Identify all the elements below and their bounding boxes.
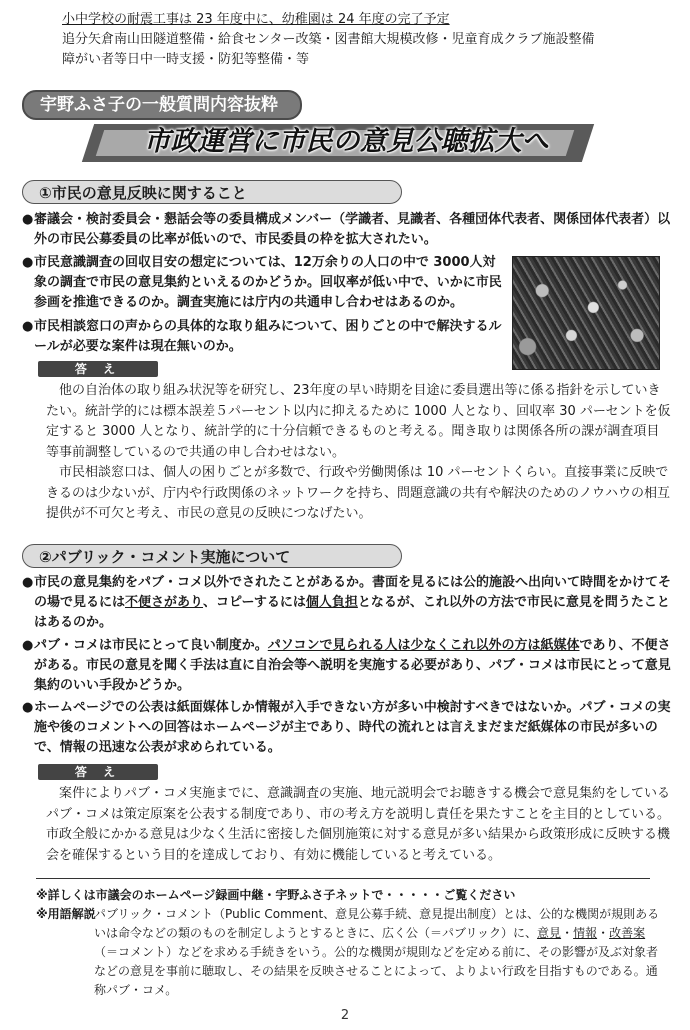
question-1-2	[22, 253, 504, 313]
bullet-icon: ●	[22, 575, 34, 590]
answer-label-1: 答 え	[38, 361, 158, 377]
question-2-2	[22, 636, 672, 696]
flower-photo	[512, 256, 660, 370]
intro-block	[62, 10, 682, 70]
question-1-3	[22, 317, 504, 357]
bullet-icon: ●	[22, 255, 34, 270]
term-body: パブリック・コメント（Public Comment、意見公募手続、意見提出制度）とは、公的な機関が規則あるいは命令などの類のものを制定しようとするときに、広く公（＝パブリック）に、意見・情報・改善案（＝コメント）などを求める手続きをいう。公的な機関が規則などを定める前に、その影響が及ぶ対象者などの意見を事前に聴取し、その結果を反映させることによって、よりよい行政を目指すものである。通称パブ・コメ。	[94, 907, 660, 997]
bullet-icon: ●	[22, 638, 34, 653]
page-number: 2	[340, 1008, 350, 1023]
question-text: ホームページでの公表は紙面媒体しか情報が入手できない方が多い中検討すべきではないか。パブ・コメの実施や後のコメントへの回答はホームページが主であり、時代の流れとは言えまだまだ紙媒体の市民が多いので、情報の迅速な公表が求められている。	[34, 700, 671, 755]
bullet-icon: ●	[22, 212, 34, 227]
answer-1	[46, 381, 672, 525]
bullet-icon: ●	[22, 700, 34, 715]
bullet-icon: ●	[22, 319, 34, 334]
answer-1-paragraph-2: 市民相談窓口は、個人の困りごとが多数で、行政や労働関係は 10 パーセントくらい。直接事業に反映できるのは少ないが、庁内や行政関係のネットワークを持ち、問題意識の共有や解決のためのノウハウの相互提供が不可欠と考え、市民の意見の反映につなげたい。	[46, 465, 671, 521]
intro-line-3: 障がい者等日中一時支援・防犯等整備・等	[62, 52, 310, 67]
question-text: 市民相談窓口の声からの具体的な取り組みについて、困りごとの中で解決するルールが必要な案件は現在無いのか。	[34, 319, 502, 354]
question-text: 審議会・検討委員会・懇話会等の委員構成メンバー（学識者、見識者、各種団体代表者、関係団体代表者）以外の市民公募委員の比率が低いので、市民委員の枠を拡大されたい。	[34, 212, 671, 247]
intro-line-2: 追分矢倉南山田隧道整備・給食センター改築・図書館大規模改修・児童育成クラブ施設整備	[62, 32, 595, 47]
section-2-title: ②パブリック・コメント実施について	[22, 544, 402, 568]
answer-2-paragraph: 案件によりパブ・コメ実施までに、意識調査の実施、地元説明会でお聴きする機会で意見集約をしているパブ・コメは策定原案を公表する制度であり、市の考え方を説明し責任を果たすことを主目的としている。市政全般にかかる意見は少なく生活に密接した個別施策に対する意見が多い結果から政策形成に反映する機会を確保するという目的を達成しており、有効に機能していると考えている。	[46, 786, 671, 863]
headline: 市政運営に市民の意見公聴拡大へ	[143, 126, 549, 157]
detail-note: ※詳しくは市議会のホームページ録画中継・宇野ふさ子ネットで・・・・・ご覧ください	[36, 888, 516, 902]
question-2-1	[22, 573, 672, 633]
notes	[36, 886, 666, 1000]
term-label: ※用語解説	[36, 907, 96, 921]
question-text: 市民意識調査の回収目安の想定については、12万余りの人口の中で 3000人対象の調査で市民の意見集約といえるのかどうか。回収率が低い中で、いかに市民参画を推進できるのか。調査実施には庁内の共通申し合わせはあるのか。	[34, 255, 502, 310]
answer-label-2: 答 え	[38, 764, 158, 780]
question-text: パブ・コメは市民にとって良い制度か。パソコンで見られる人は少なくこれ以外の方は紙媒体であり、不便さがある。市民の意見を聞く手法は直に自治会等へ説明を実施する必要があり、パブ・コメは市民にとって意見集約のいい手段かどうか。	[34, 638, 671, 693]
answer-2	[46, 784, 672, 866]
question-summary-banner: 宇野ふさ子の一般質問内容抜粋	[22, 90, 302, 120]
divider	[36, 878, 650, 879]
term-explanation	[36, 905, 666, 1000]
intro-line-1: 小中学校の耐震工事は 23 年度中に、幼稚園は 24 年度の完了予定	[62, 12, 450, 27]
question-2-3	[22, 698, 672, 758]
answer-1-paragraph-1: 他の自治体の取り組み状況等を研究し、23年度の早い時期を目途に委員選出等に係る指針を示していきたい。統計学的には標本誤差５パーセント以内に抑えるために 1000 人となり、回収率 30 パーセントを仮定すると 3000 人となり、統計学的に十分信頼できるものと考える。聞き取りは関係各所の課が調査項目等事前調整しているので共通の申し合わせはない。	[46, 383, 671, 460]
question-text: 市民の意見集約をパブ・コメ以外でされたことがあるか。書面を見るには公的施設へ出向いて時間をかけてその場で見るには不便さがあり、コピーするには個人負担となるが、これ以外の方法で市民に意見を問うたことはあるのか。	[34, 575, 672, 630]
section-1-title: ①市民の意見反映に関すること	[22, 180, 402, 204]
question-1-1	[22, 210, 672, 250]
